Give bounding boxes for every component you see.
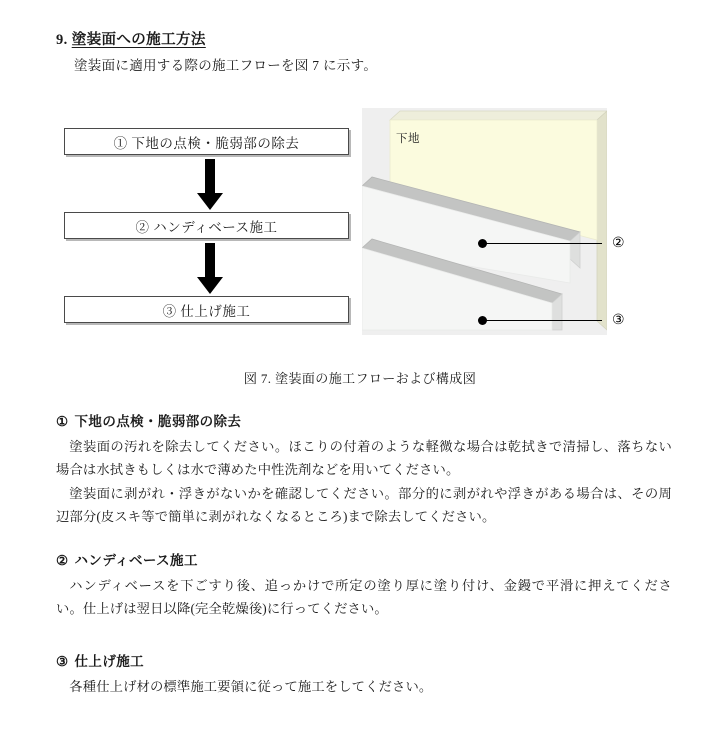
section-title: 塗装面への施工方法 <box>71 32 206 48</box>
callout-leader-line-2 <box>483 243 602 244</box>
arrow-shaft <box>205 159 215 195</box>
substrate-label: 下地 <box>396 133 420 145</box>
body-section-1-paragraph-2: 塗装面に剥がれ・浮きがないかを確認してください。部分的に剥がれや浮きがある場合は、その周辺部分(皮スキ等で簡単に剥がれなくなるところ)まで除去してください。 <box>56 485 672 524</box>
body-section-3-marker: ③ <box>56 654 69 669</box>
callout-number-3: ③ <box>612 313 625 328</box>
body-section-1-heading <box>56 410 672 430</box>
flow-step-3-label: ③ 仕上げ施工 <box>162 303 251 319</box>
body-section-2-heading <box>56 549 672 569</box>
arrow-head <box>197 277 223 294</box>
flow-step-2 <box>64 212 349 239</box>
body-section-3-paragraph-1: 各種仕上げ材の標準施工要領に従って施工をしてください。 <box>69 679 433 694</box>
section-number: 9. <box>56 32 68 48</box>
flow-arrow-down-2 <box>195 243 225 295</box>
layer-structure-diagram <box>362 108 607 335</box>
body-section-2-paragraph-1: ハンディベースを下ごすり後、追っかけで所定の塗り厚に塗り付け、金鏝で平滑に押えてください。仕上げは翌日以降(完全乾燥後)に行ってください。 <box>56 578 672 616</box>
section-intro-text: 塗装面に適用する際の施工フローを図 7 に示す。 <box>74 58 378 73</box>
body-section-1-title: 下地の点検・脆弱部の除去 <box>74 414 242 429</box>
substrate-side-face <box>597 111 607 330</box>
body-section-3 <box>56 650 672 699</box>
body-section-2-title: ハンディベース施工 <box>74 553 198 568</box>
flow-step-1-label: ① 下地の点検・脆弱部の除去 <box>113 135 300 151</box>
body-section-1 <box>56 410 672 528</box>
callout-leader-line-3 <box>483 320 602 321</box>
substrate-top-face <box>390 111 607 120</box>
body-section-2 <box>56 549 672 621</box>
flow-step-1 <box>64 128 349 155</box>
section-heading <box>56 28 206 49</box>
figure-caption: 図 7. 塗装面の施工フローおよび構成図 <box>243 371 477 386</box>
flow-step-2-label: ② ハンディベース施工 <box>135 219 278 235</box>
body-section-1-paragraph-1: 塗装面の汚れを除去してください。ほこりの付着のような軽微な場合は乾拭きで清掃し、落ちない場合は水拭きもしくは水で薄めた中性洗剤などを用いてください。 <box>56 439 672 477</box>
construction-flowchart <box>64 128 351 323</box>
arrow-shaft <box>205 243 215 279</box>
flow-arrow-down-1 <box>195 159 225 211</box>
body-section-1-marker: ① <box>56 414 69 429</box>
callout-number-2: ② <box>612 236 625 251</box>
body-section-2-marker: ② <box>56 553 69 568</box>
body-section-3-heading <box>56 650 672 670</box>
arrow-head <box>197 193 223 210</box>
body-section-3-title: 仕上げ施工 <box>74 654 145 669</box>
flow-step-3 <box>64 296 349 323</box>
